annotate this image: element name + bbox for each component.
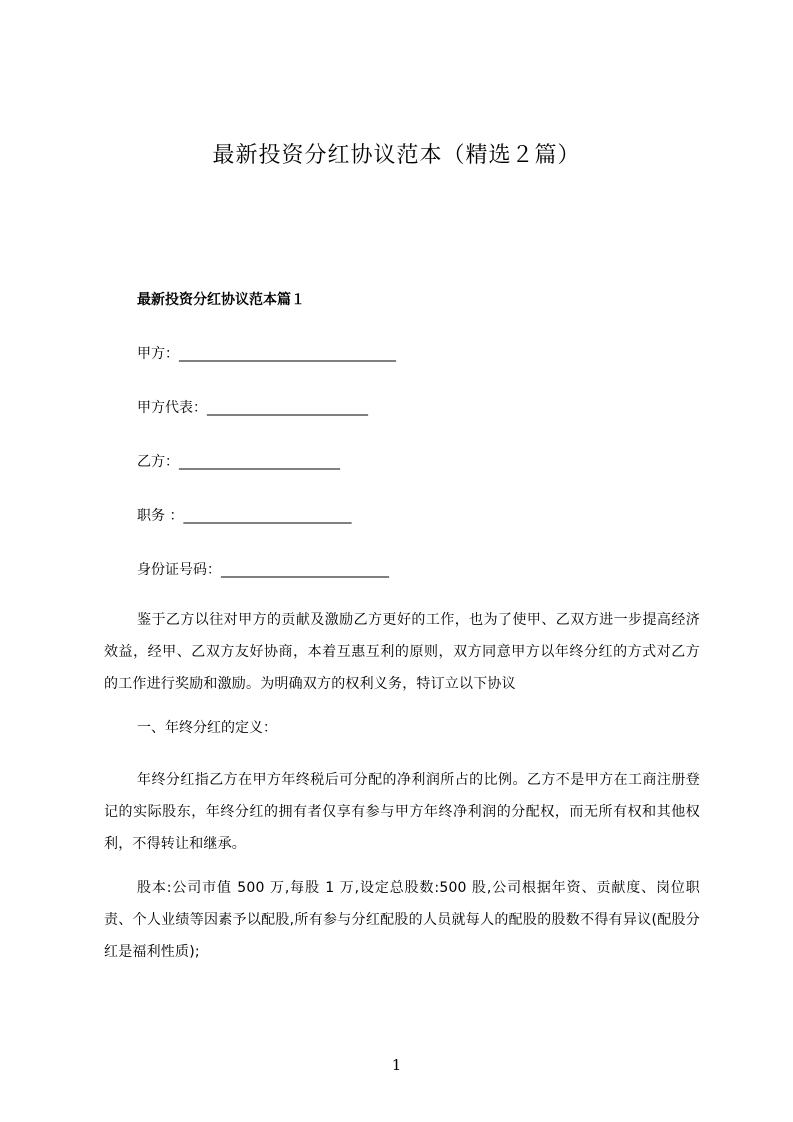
document-title: 最新投资分红协议范本（精选２篇） bbox=[212, 143, 581, 168]
position-field: 职务 ：________________________ bbox=[137, 508, 352, 524]
intro-paragraph: 鉴于乙方以往对甲方的贡献及激励乙方更好的工作，也为了使甲、乙双方进一步提高经济效益，经甲、乙双方友好协商，本着互惠互利的原则，双方同意甲方以年终分红的方式对乙方的工作进行奖励和激励。为明确双方的权利义务，特订立以下协议 bbox=[104, 612, 700, 692]
party-a-representative-field: 甲方代表：_______________________ bbox=[137, 400, 368, 416]
shares-paragraph: 股本:公司市值 500 万,每股 1 万,设定总股数:500 股,公司根据年资、贡献度、岗位职责、个人业绩等因素予以配股,所有参与分红配股的人员就每人的配股的股数不得有异议(配股分红是福利性质); bbox=[104, 880, 700, 960]
party-a-field: 甲方：_______________________________ bbox=[137, 346, 396, 362]
party-b-field: 乙方：_______________________ bbox=[137, 454, 340, 470]
definition-paragraph: 年终分红指乙方在甲方年终税后可分配的净利润所占的比例。乙方不是甲方在工商注册登记的实际股东，年终分红的拥有者仅享有参与甲方年终净利润的分配权，而无所有权和其他权利，不得转让和继承。 bbox=[104, 772, 700, 852]
heading-definition: 一、年终分红的定义： bbox=[137, 720, 277, 736]
id-number-field: 身份证号码：________________________ bbox=[137, 562, 389, 578]
section-title: 最新投资分红协议范本篇１ bbox=[137, 292, 305, 308]
page-number: 1 bbox=[391, 1056, 402, 1074]
